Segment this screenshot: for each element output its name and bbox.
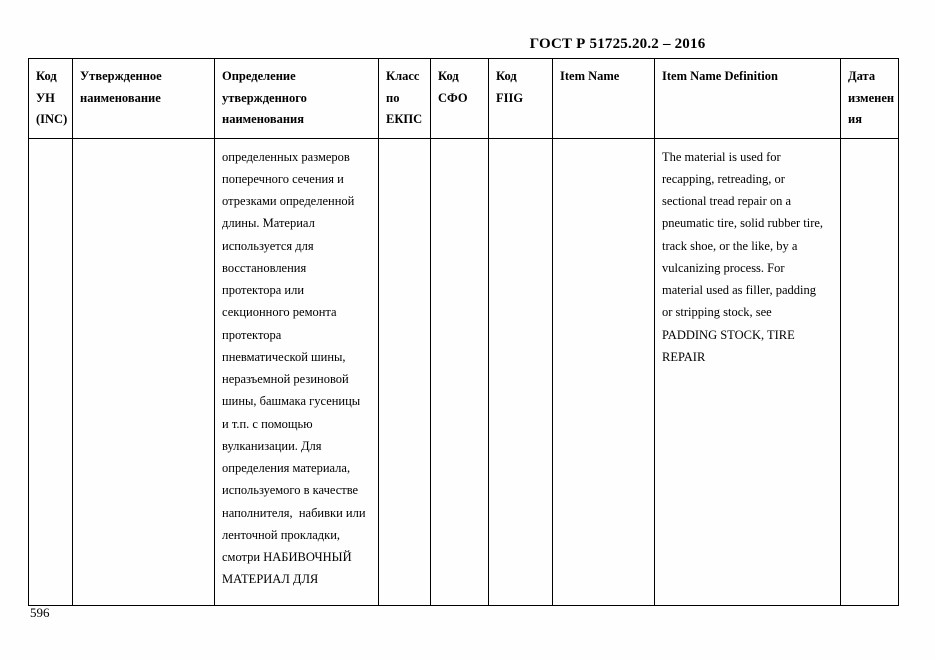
cell-item-name [553,138,655,605]
column-header-fiig-code: Код FIIG [489,59,553,139]
cell-item-name-definition: The material is used for recapping, retreading, or sectional tread repair on a pneumatic tire, solid rubber tire, track shoe, or the like, by a vulcanizing process. For material used as filler, padding or stripping stock, see PADDING STOCK, TIRE REPAIR [655,138,841,605]
page-header [0,36,935,53]
cell-definition: определенных размеров поперечного сечения и отрезками определенной длины. Материал используется для восстановления протектора или секционного ремонта протектора пневматической шины, неразъемной резиновой шины, башмака гусеницы и т.п. с помощью вулканизации. Для определения материала, используемого в качестве наполнителя, набивки или ленточной прокладки, смотри НАБИВОЧНЫЙ МАТЕРИАЛ ДЛЯ [215,138,379,605]
column-header-approved-name: Утвержденное наименование [73,59,215,139]
column-header-ekps-class: Класс по ЕКПС [379,59,431,139]
cell-sfo-code [431,138,489,605]
cell-change-date [841,138,899,605]
cell-inc-code [29,138,73,605]
standard-table [28,58,899,606]
column-header-item-name: Item Name [553,59,655,139]
column-header-sfo-code: Код СФО [431,59,489,139]
column-header-change-date: Дата изменен ия [841,59,899,139]
column-header-inc-code: Код УН (INC) [29,59,73,139]
column-header-item-name-definition: Item Name Definition [655,59,841,139]
standard-number: ГОСТ Р 51725.20.2 – 2016 [529,36,706,52]
cell-ekps-class [379,138,431,605]
table-header-row [29,59,899,139]
column-header-definition: Определение утвержденного наименования [215,59,379,139]
cell-approved-name [73,138,215,605]
cell-fiig-code [489,138,553,605]
table-row [29,138,899,605]
page-number: 596 [30,605,50,620]
